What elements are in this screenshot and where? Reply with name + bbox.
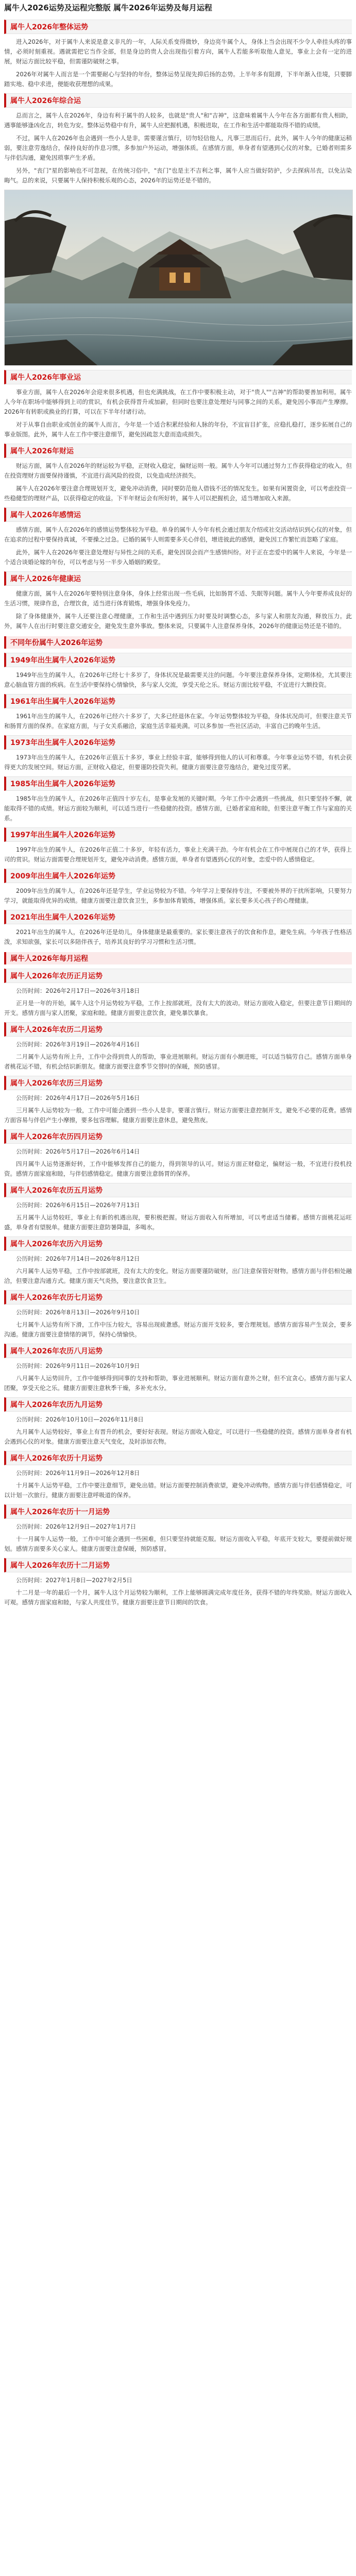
paragraph: 感情方面，属牛人在2026年的感情运势整体较为平稳。单身的属牛人今年有机会通过朋友介绍或社交活动结识到心仪的对象，但在追求的过程中要保持真诚，不要操之过急。已婚的属牛人则需要多关心伴侣，增进彼此的感情，避免因工作繁忙而忽略了家庭。 [4,526,352,543]
paragraph: 事业方面，属牛人在2026年会迎来很多机遇，但也充满挑战，在工作中要积极主动，对于"贵人""吉神"的帮助要善加利用。属牛人今年在职场中能够得到上司的赏识，有机会获得晋升或加薪，但同时也要注意处理好与同事之间的关系，避免因小事而产生摩擦。2026年有转职或换业的打算，可以在下半年付诸行动。 [4,388,352,415]
paragraph: 除了身体健康外，属牛人还要注意心理健康，工作和生活中遇到压力时要及时调整心态，多与家人和朋友沟通，释放压力。此外，属牛人在出行时要注意交通安全，避免发生意外事故。整体来说，只要属牛人注意保养身体，2026年的健康运势还是不错的。 [4,613,352,630]
group-heading-years: 不同年份属牛人2026年运势 [4,636,352,649]
page-title: 属牛人2026运势及运程完整版 属牛2026年运势及每月运程 [4,3,212,12]
paragraph: 十月属牛人运势平稳，工作中要注意细节，避免出错。财运方面要控制消费欲望，避免冲动购物。感情方面与伴侣感情稳定，可以计划一次旅行。健康方面要注意呼吸道的保养。 [4,1482,352,1499]
section-heading-month-11: 属牛人2026年农历十一月运势 [4,1504,352,1519]
paragraph: 二月属牛人运势有所上升，工作中会得到贵人的帮助，事业进展顺利。财运方面有小额进账，可以适当犒劳自己。感情方面单身者桃花运不错，有机会结识新朋友。健康方面要注意季节交替时的保暖，预防感冒。 [4,1053,352,1070]
paragraph: 属牛人在2026年要注意合理规划开支，避免冲动消费，同时要防范他人借钱不还的情况发生。如果有闲置资金，可以考虑投资一些稳健型的理财产品，以获得稳定的收益。下半年财运会有所好转，属牛人可以把握机会，适当增加收入来源。 [4,485,352,502]
section-heading-year-2021: 2021年出生属牛人2026年运势 [4,910,352,924]
month-date-range: 公历时间：2026年5月17日—2026年6月14日 [16,1148,140,1155]
paragraph: 健康方面，属牛人在2026年要特别注意身体，身体上经常出现一些毛病，比如肠胃不适、失眠等问题。属牛人今年要养成良好的生活习惯，规律作息，合理饮食，适当进行体育锻炼，增强身体免疫力。 [4,590,352,607]
paragraph: 此外，属牛人在2026年要注意处理好与异性之间的关系，避免因误会而产生感情纠纷。对于正在恋爱中的属牛人来说，今年是一个适合谈婚论嫁的年份，可以考虑与另一半步入婚姻的殿堂。 [4,549,352,566]
paragraph: 财运方面，属牛人在2026年的财运较为平稳，正财收入稳定，偏财运则一般。属牛人今年可以通过努力工作获得稳定的收入，但在投资理财方面要保持谨慎，不宜进行高风险的投资，以免造成经济损失。 [4,462,352,479]
section-heading-month-1: 属牛人2026年农历正月运势 [4,969,352,983]
paragraph: 1997年出生的属牛人，在2026年正值二十多岁，年轻有活力，事业上充满干劲。今年有机会在工作中展现自己的才华，获得上司的赏识。财运方面需要合理规划开支，避免冲动消费。感情方面，单身者有望遇到心仪的对象，恋爱中的人感情稳定。 [4,846,352,863]
paragraph: 十二月是一年的最后一个月，属牛人这个月运势较为顺利，工作上能够圆满完成年度任务，获得不错的年终奖励。财运方面收入可观。感情方面家庭和睦，与家人共度佳节。健康方面要注意节日期间的饮食。 [4,1589,352,1606]
month-date-range: 公历时间：2026年8月13日—2026年9月10日 [16,1309,140,1316]
paragraph: 1985年出生的属牛人，在2026年正值四十岁左右，是事业发展的关键时期。今年工作中会遇到一些挑战，但只要坚持不懈，就能取得不错的成绩。财运方面较为顺利，可以适当进行一些稳健的投资。感情方面，已婚者家庭和睦，但要注意平衡工作与家庭的关系。 [4,795,352,822]
section-heading-year-2009: 2009年出生属牛人2026年运势 [4,869,352,883]
paragraph: 1949年出生的属牛人，在2026年已经七十多岁了，身体状况是最需要关注的问题。今年要注意保养身体，定期体检，尤其要注意心脑血管方面的疾病。在生活中要保持心情愉快，多与家人交流，享受天伦之乐。财运方面比较平稳，不宜进行大额投资。 [4,671,352,688]
month-date-range: 公历时间：2026年11月9日—2026年12月8日 [16,1469,140,1477]
paragraph: 2026年对属牛人而言是一个需要耐心与坚持的年份，整体运势呈现先抑后扬的态势。上半年多有阻滞，下半年渐入佳境，只要脚踏实地、稳中求进，便能收获理想的成果。 [4,71,352,88]
paragraph: 十一月属牛人运势一般，工作中可能会遇到一些困难，但只要坚持就能克服。财运方面收入平稳，年底开支较大，要提前做好规划。感情方面要多关心家人。健康方面要注意保暖，预防感冒。 [4,1535,352,1552]
paragraph: 八月属牛人运势回升，工作中能够得到同事的支持和帮助，事业进展顺利。财运方面有意外之财，但不宜贪心。感情方面与家人团聚，享受天伦之乐。健康方面要注意秋季干燥，多补充水分。 [4,1375,352,1392]
month-date-range: 公历时间：2026年12月9日—2027年1月7日 [16,1523,137,1530]
section-heading-career: 属牛人2026年事业运 [4,370,352,384]
month-date-range: 公历时间：2026年9月11日—2026年10月9日 [16,1362,140,1369]
section-heading-month-6: 属牛人2026年农历六月运势 [4,1236,352,1251]
paragraph: 三月属牛人运势较为一般，工作中可能会遇到一些小人是非，要谨言慎行。财运方面要注意控制开支，避免不必要的花费。感情方面容易与伴侣产生小摩擦，要多包容理解。健康方面要注意休息，避免熬夜。 [4,1107,352,1124]
landscape-pavilion-image [4,190,353,366]
section-heading-month-3: 属牛人2026年农历三月运势 [4,1076,352,1090]
section-heading-month-8: 属牛人2026年农历八月运势 [4,1344,352,1358]
paragraph: 另外，"丧门"星的影响也不可忽视，在传统习俗中，"丧门"也是主不吉利之事，属牛人应当做好防护，少去探病吊丧，以免沾染晦气。总的来说，只要属牛人保持积极乐观的心态，2026年的运势还是不错的。 [4,167,352,184]
section-heading-love: 属牛人2026年感情运 [4,507,352,522]
paragraph: 不过，属牛人在2026年也会遇到一些小人是非，需要谨言慎行，切勿轻信他人，凡事三思而后行。此外，属牛人今年的健康运稍弱，要注意劳逸结合，保持良好的作息习惯，多参加户外运动，增强体质。在感情方面，单身者有望遇到心仪的对象，已婚者则需多与伴侣沟通，避免因琐事产生矛盾。 [4,134,352,161]
paragraph: 进入2026年，对于属牛人来说是意义非凡的一年，人际关系变得微妙，身边亮牛属个人，身体上当会出现不少令人牵挂头疼的事情，必须时刻重视。遇就需把它当作全部，但是身边的贵人会出现指引着方向，属牛人若能多听取他人意见，事业上会有一定的进展，财运方面比较平稳，但需谨防破财之事。 [4,38,352,65]
paragraph: 2021年出生的属牛人，在2026年还是幼儿，身体健康是最重要的。家长要注意孩子的饮食和作息，避免生病。今年孩子性格活泼，求知欲强，家长可以多陪伴孩子，培养其良好的学习习惯和生活习惯。 [4,928,352,945]
month-date-range: 公历时间：2026年4月17日—2026年5月16日 [16,1094,140,1101]
paragraph: 1973年出生的属牛人，在2026年正值五十多岁，事业上经验丰富，能够得到他人的认可和尊重。今年事业运势不错，有机会获得更大的发展空间。财运方面，正财收入稳定，但要谨防投资失利。健康方面要注意劳逸结合，避免过度劳累。 [4,754,352,771]
section-heading-wealth: 属牛人2026年财运 [4,444,352,458]
month-date-range: 公历时间：2026年6月15日—2026年7月13日 [16,1201,140,1209]
paragraph: 五月属牛人运势较旺，事业上有新的机遇出现，要积极把握。财运方面收入有所增加，可以考虑适当储蓄。感情方面桃花运旺盛，单身者有望脱单。健康方面要注意防暑降温，多喝水。 [4,1214,352,1231]
section-heading-year-1997: 1997年出生属牛人2026年运势 [4,827,352,842]
section-heading-month-5: 属牛人2026年农历五月运势 [4,1183,352,1197]
section-heading-general: 属牛人2026年综合运 [4,93,352,108]
month-date-range: 公历时间：2026年7月14日—2026年8月12日 [16,1255,140,1262]
section-heading-month-9: 属牛人2026年农历九月运势 [4,1397,352,1412]
paragraph: 对于从事自由职业或创业的属牛人而言，今年是一个适合积累经验和人脉的年份，不宜盲目扩张，应稳扎稳打，逐步拓展自己的事业版图。此外，属牛人在工作中要注意细节，避免因疏忽大意而造成损失。 [4,421,352,438]
paragraph: 2009年出生的属牛人，在2026年还是学生，学业运势较为不错。今年学习上要保持专注，不要被外界的干扰所影响，只要努力学习，就能取得优异的成绩。健康方面要注意饮食卫生，多参加体育锻炼，增强体质。家长要多关心孩子的心理健康。 [4,887,352,904]
section-heading-year-1973: 1973年出生属牛人2026年运势 [4,735,352,750]
paragraph: 九月属牛人运势较好，事业上有晋升的机会，要好好表现。财运方面收入稳定，可以进行一些稳健的投资。感情方面单身者有机会遇到心仪的对象。健康方面要注意天气变化，及时添加衣物。 [4,1428,352,1445]
section-heading-overall: 属牛人2026年整体运势 [4,20,352,34]
paragraph: 1961年出生的属牛人，在2026年已经六十多岁了，大多已经退休在家。今年运势整体较为平稳，身体状况尚可，但要注意关节和肠胃方面的保养。在家庭方面，与子女关系融洽，家庭生活幸福美满。可以多参加一些社区活动，丰富自己的晚年生活。 [4,713,352,730]
paragraph: 七月属牛人运势有所下滑，工作中压力较大，容易出现疲惫感。财运方面开支较多，要合理规划。感情方面容易产生误会，要多沟通。健康方面要注意情绪的调节，保持心情愉快。 [4,1321,352,1338]
section-heading-year-1961: 1961年出生属牛人2026年运势 [4,694,352,708]
month-date-range: 公历时间：2026年10月10日—2026年11月8日 [16,1416,144,1423]
section-heading-month-10: 属牛人2026年农历十月运势 [4,1451,352,1465]
section-heading-health: 属牛人2026年健康运 [4,571,352,586]
section-heading-month-12: 属牛人2026年农历十二月运势 [4,1558,352,1572]
paragraph: 正月是一年的开始，属牛人这个月运势较为平稳，工作上按部就班，没有太大的波动。财运方面收入稳定，但要注意节日期间的开支。感情方面与家人团聚，家庭和睦。健康方面要注意饮食，避免暴饮暴食。 [4,999,352,1016]
section-heading-month-4: 属牛人2026年农历四月运势 [4,1129,352,1144]
month-date-range: 公历时间：2026年3月19日—2026年4月16日 [16,1041,140,1048]
section-heading-year-1949: 1949年出生属牛人2026年运势 [4,653,352,667]
paragraph: 六月属牛人运势平稳，工作中按部就班，没有太大的变化。财运方面要谨防破财，出门注意保管好财物。感情方面与伴侣相处融洽，但要注意沟通方式。健康方面天气炎热，要注意饮食卫生。 [4,1267,352,1284]
section-heading-year-1985: 1985年出生属牛人2026年运势 [4,776,352,791]
section-heading-month-7: 属牛人2026年农历七月运势 [4,1290,352,1304]
month-date-range: 公历时间：2027年1月8日—2027年2月5日 [16,1577,132,1584]
group-heading-monthly: 属牛人2026年每月运程 [4,952,352,964]
paragraph: 四月属牛人运势逐渐好转，工作中能够发挥自己的能力，得到领导的认可。财运方面正财稳定，偏财运一般，不宜进行投机投资。感情方面家庭和睦，与伴侣感情稳定。健康方面要注意肠胃的保养。 [4,1160,352,1177]
paragraph: 总而言之，属牛人在2026年，身边有利于属牛的人较多，也就是"贵人"和"吉神"，这意味着属牛人今年在各方面都有贵人相助，遇事能够逢凶化吉，转危为安。整体运势稳中有升，属牛人应把握机遇，积极进取，在工作和生活中都能取得不错的成绩。 [4,112,352,129]
section-heading-month-2: 属牛人2026年农历二月运势 [4,1022,352,1037]
month-date-range: 公历时间：2026年2月17日—2026年3月18日 [16,987,140,994]
